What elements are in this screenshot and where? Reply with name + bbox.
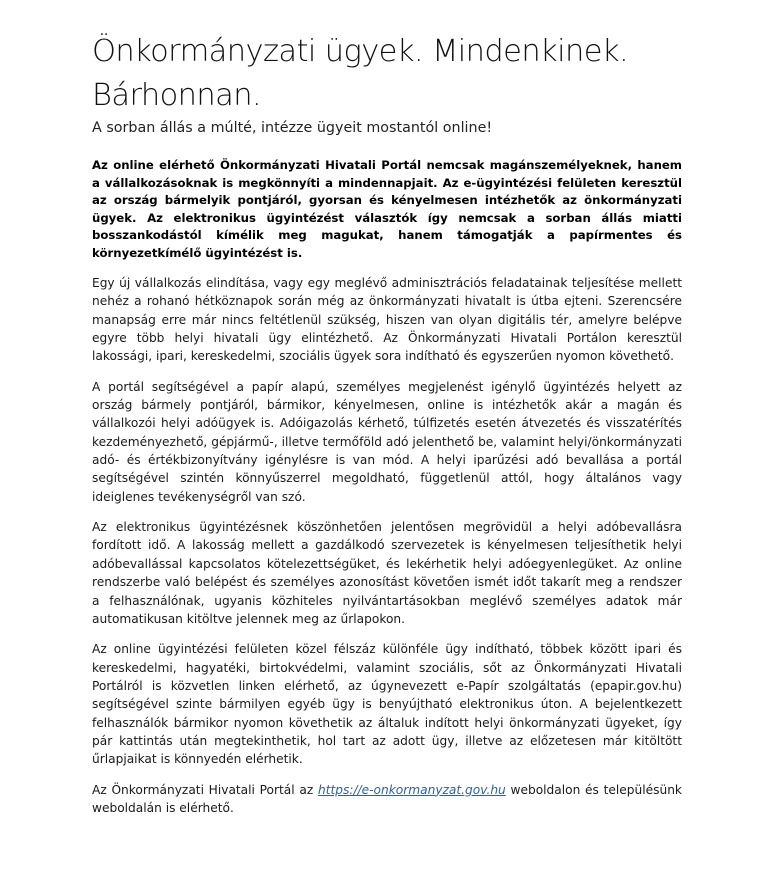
body-paragraph-3: Az elektronikus ügyintézésnek köszönhetően jelentősen megrövidül a helyi adóbevallásra fordított idő. A lakosság mellett a gazdálkodó szervezetek is kényelmesen teljesíthetik helyi adóbevallással kapcsolatos kötelezettségüket, és lekérhetik helyi adóegyenlegüket. Az online rendszerbe való belépést és személyes azonosítást követően ismét időt takarít meg a rendszer a felhasználónak, ugyanis közhiteles nyilvántartásokban meglévő személyes adatok már automatikusan kitöltve jelennek meg az űrlapokon.: [92, 520, 682, 626]
document-page: [92, 30, 682, 829]
portal-link[interactable]: https://e-onkormanyzat.gov.hu: [317, 782, 506, 797]
closing-text-before: Az Önkormányzati Hivatali Portál az: [92, 782, 318, 797]
lead-paragraph: Az online elérhető Önkormányzati Hivatali Portál nemcsak magánszemélyeknek, hanem a vállalkozásoknak is megkönnyíti a mindennapjait. Az e-ügyintézési felületen keresztül az ország bármelyik pontjáról, gyorsan és kényelmesen intézhetők az önkormányzati ügyek. Az elektronikus ügyintézést választók így nemcsak a sorban állás miatti bosszankodástól kímélik meg magukat, hanem támogatják a papírmentes és környezetkímélő ügyintézést is.: [92, 158, 682, 260]
body-paragraph-4: Az online ügyintézési felületen közel félszáz különféle ügy indítható, többek között ipari és kereskedelmi, hagyatéki, birtokvédelmi, valamint szociális, sőt az Önkormányzati Hivatali Portálról is közvetlen linken elérhető, az úgynevezett e-Papír szolgáltatás (epapir.gov.hu) segítségével szinte bármilyen egyéb ügy is benyújtható elektronikus úton. A bejelentkezett felhasználók bármikor nyomon követhetik az általuk indított helyi önkormányzati ügyeket, így pár kattintás után megtekinthetik, hol tart az adott ügy, illetve az előzetesen már kitöltött űrlapjaikat is könnyedén elérhetik.: [92, 642, 682, 767]
page-subtitle: A sorban állás a múlté, intézze ügyeit mostantól online!: [92, 120, 493, 136]
body-paragraph-1: Egy új vállalkozás elindítása, vagy egy meglévő adminisztrációs feladatainak teljesítése mellett nehéz a rohanó hétköznapok során még az önkormányzati hivatalt is útba ejteni. Szerencsére manapság erre már nincs feltétlenül szükség, hiszen van olyan digitális tér, amelyre belépve egyre több helyi hivatali ügy elintézhető. Az Önkormányzati Hivatali Portálon keresztül lakossági, ipari, kereskedelmi, szociális ügyek sora indítható és egyszerűen nyomon követhető.: [92, 276, 682, 364]
body-paragraph-2: A portál segítségével a papír alapú, személyes megjelenést igénylő ügyintézés helyett az ország bármely pontjáról, bármikor, kényelmesen, online is intézhetők akár a magán és vállalkozói helyi adóügyek is. Adóigazolás kérhető, túlfizetés esetén átvezetés és visszatérítés kezdeményezhető, gépjármű-, illetve termőföld adó jelenthető be, valamint helyi/önkormányzati adó- és értékbizonyítvány igénylésre is van mód. A helyi iparűzési adó bevallása a portál segítségével szintén könnyűszerrel megoldható, függetlenül attól, hogy általános vagy ideiglenes tevékenységről van szó.: [92, 379, 682, 504]
closing-text-after: weboldalon és településünk weboldalán is elérhető.: [92, 782, 682, 815]
closing-paragraph: [92, 781, 682, 818]
page-title: Önkormányzati ügyek. Mindenkinek. Bárhonnan.: [92, 34, 629, 113]
